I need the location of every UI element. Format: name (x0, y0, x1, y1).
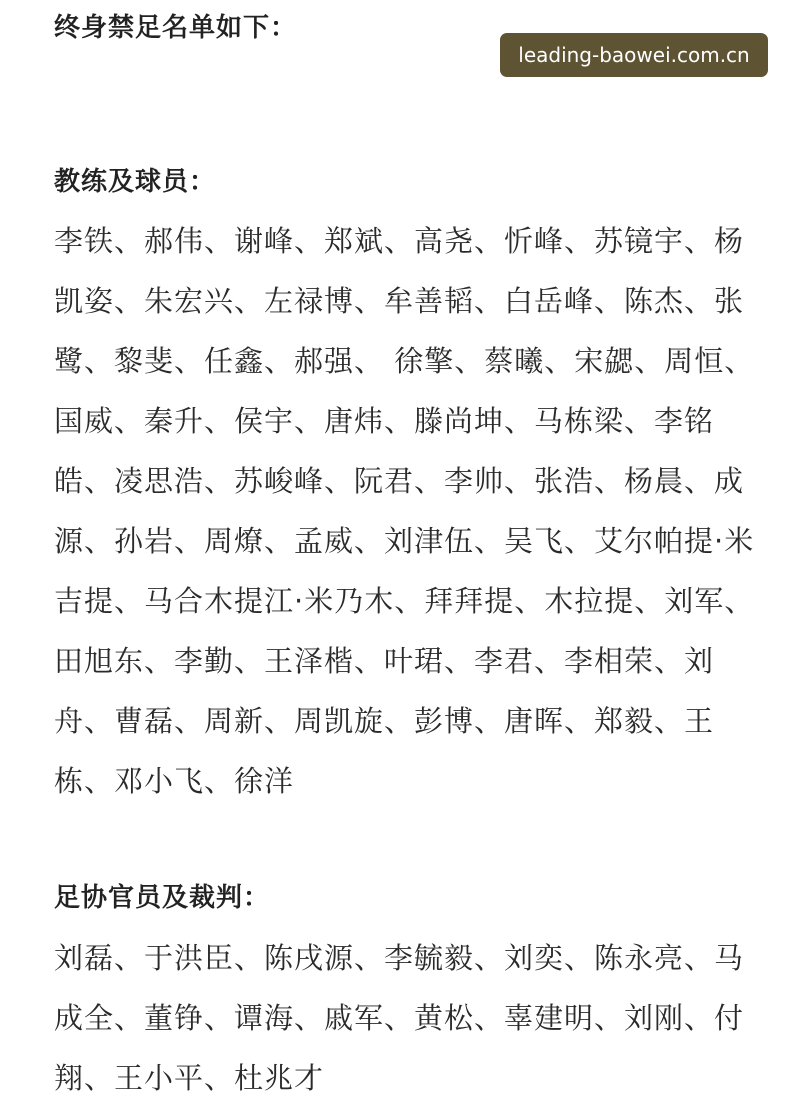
section-names-officials: 刘磊、于洪臣、陈戌源、李毓毅、刘奕、陈永亮、马成全、董铮、谭海、戚军、黄松、辜建明、刘刚、付翔、王小平、杜兆才 (54, 941, 745, 1095)
page-title: 终身禁足名单如下： (54, 13, 298, 43)
section-heading-players: 教练及球员： (54, 167, 217, 197)
section-heading-officials: 足协官员及裁判： (54, 883, 271, 913)
watermark-badge: leading-baowei.com.cn (500, 33, 768, 77)
section-names-players: 李铁、郝伟、谢峰、郑斌、高尧、忻峰、苏镜宇、杨凯姿、朱宏兴、左禄博、牟善韬、白岳峰、陈杰、张鹭、黎斐、任鑫、郝强、 徐擎、蔡曦、宋勰、周恒、国威、秦升、侯宇、唐炜、滕尚坤、马栋梁、李铭皓、凌思浩、苏峻峰、阮君、李帅、张浩、杨晨、成源、孙岩、周燎、孟威、刘津伍、吴飞、艾尔帕提·米吉提、马合木提江·米乃木、拜拜提、木拉提、刘军、田旭东、李勤、王泽楷、叶珺、李君、李相荣、刘舟、曹磊、周新、周凯旋、彭博、唐晖、郑毅、王栋、邓小飞、徐洋 (54, 224, 755, 798)
